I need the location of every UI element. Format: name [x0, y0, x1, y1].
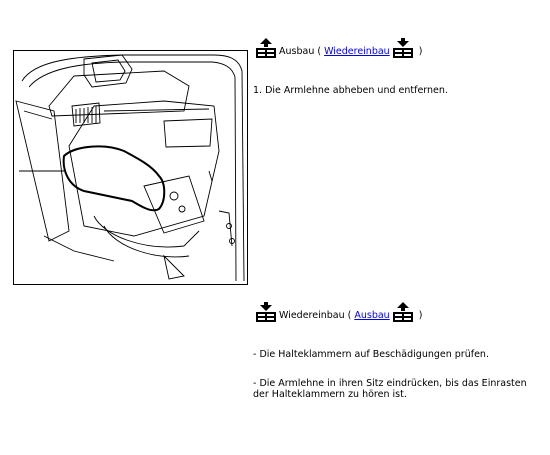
install-arrow-down-icon — [256, 302, 276, 322]
install-heading-close: ) — [418, 310, 423, 321]
removal-heading-close: ) — [418, 46, 423, 57]
removal-step-1: 1. Die Armlehne abheben und entfernen. — [253, 85, 448, 96]
removal-heading — [256, 38, 422, 58]
remove-arrow-up-icon[interactable] — [393, 302, 413, 322]
install-heading — [256, 302, 422, 322]
install-step-2: - Die Armlehne in ihren Sitz eindrücken, bis das Einrasten der Halteklammern zu hören ist. — [253, 378, 527, 400]
remove-arrow-up-icon — [256, 38, 276, 58]
link-ausbau[interactable]: Ausbau — [354, 310, 390, 321]
link-wiedereinbau[interactable]: Wiedereinbau — [324, 46, 390, 57]
install-step-1: - Die Halteklammern auf Beschädigungen prüfen. — [253, 349, 489, 360]
removal-heading-text: Ausbau ( — [279, 46, 322, 57]
install-heading-text: Wiedereinbau ( — [279, 310, 352, 321]
install-arrow-down-icon[interactable] — [393, 38, 413, 58]
door-armrest-illustration — [13, 50, 248, 285]
